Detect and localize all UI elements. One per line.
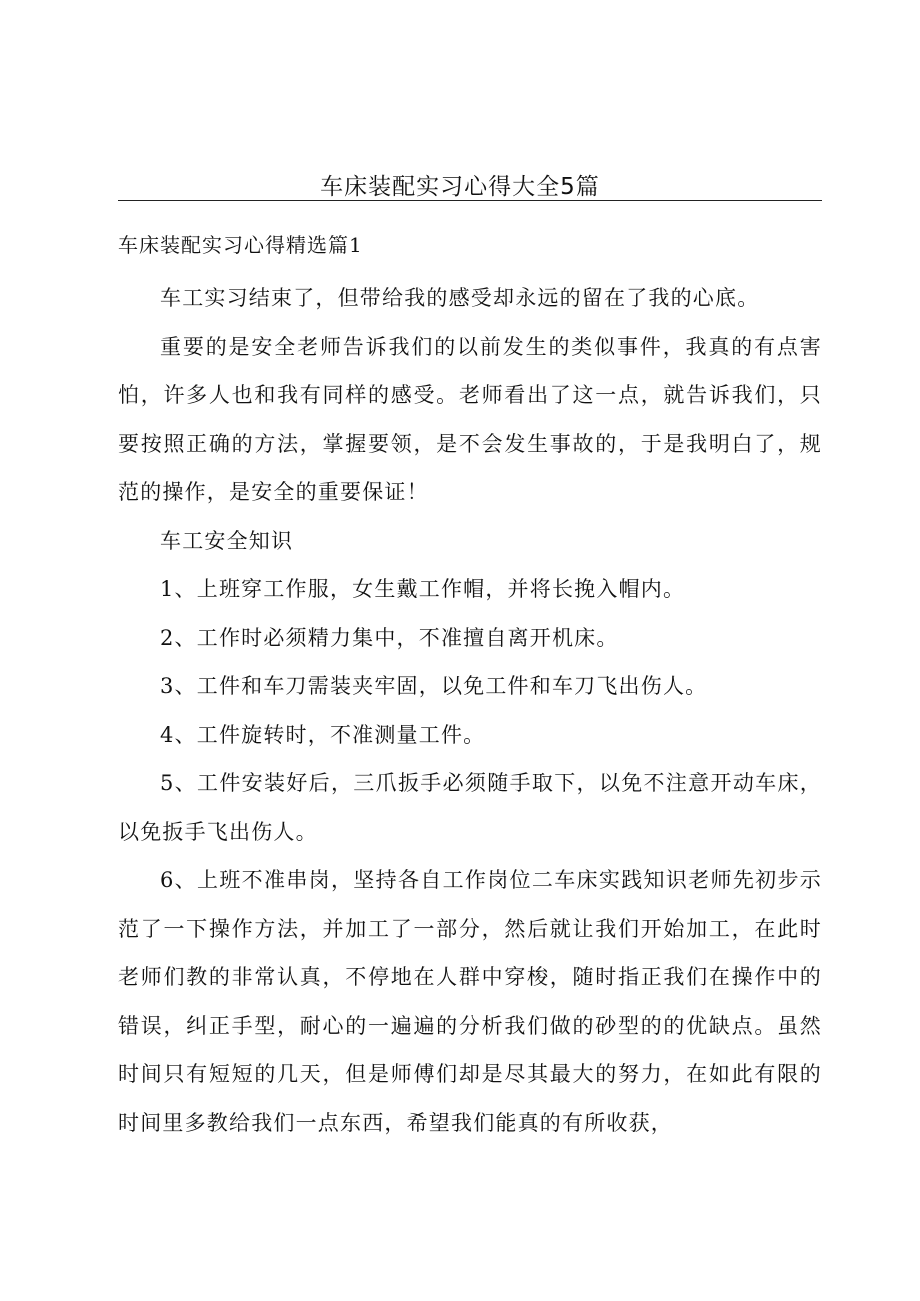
paragraph: 车工实习结束了，但带给我的感受却永远的留在了我的心底。 xyxy=(160,286,760,310)
paragraph: 重要的是安全老师告诉我们的以前发生的类似事件，我真的有点害怕，许多人也和我有同样的感受。老师看出了这一点，就告诉我们，只要按照正确的方法，掌握要领，是不会发生事故的，于是我明白了，规范的操作，是安全的重要保证！ xyxy=(118,334,822,504)
paragraph: 车工安全知识 xyxy=(160,528,294,553)
list-item: 5、工件安装好后，三爪扳手必须随手取下，以免不注意开动车床，以免扳手飞出伤人。 xyxy=(118,771,822,844)
document-title: 车床装配实习心得大全5篇 xyxy=(320,174,600,200)
list-item: 3、工件和车刀需装夹牢固，以免工件和车刀飞出伤人。 xyxy=(160,674,708,698)
document-body xyxy=(118,274,822,1147)
list-item: 6、上班不准串岗，坚持各自工作岗位二车床实践知识老师先初步示范了一下操作方法，并加工了一部分，然后就让我们开始加工，在此时老师们教的非常认真，不停地在人群中穿梭，随时指正我们在操作中的错误，纠正手型，耐心的一遍遍的分析我们做的砂型的的优缺点。虽然时间只有短短的几天，但是师傅们却是尽其最大的努力，在如此有限的时间里多教给我们一点东西，希望我们能真的有所收获， xyxy=(118,868,822,1135)
list-item: 2、工作时必须精力集中，不准擅自离开机床。 xyxy=(160,625,619,650)
title-underline xyxy=(118,200,822,201)
list-item: 4、工件旋转时，不准测量工件。 xyxy=(160,722,486,747)
list-item: 1、上班穿工作服，女生戴工作帽，并将长挽入帽内。 xyxy=(160,577,686,601)
section-heading: 车床装配实习心得精选篇1 xyxy=(118,233,363,257)
